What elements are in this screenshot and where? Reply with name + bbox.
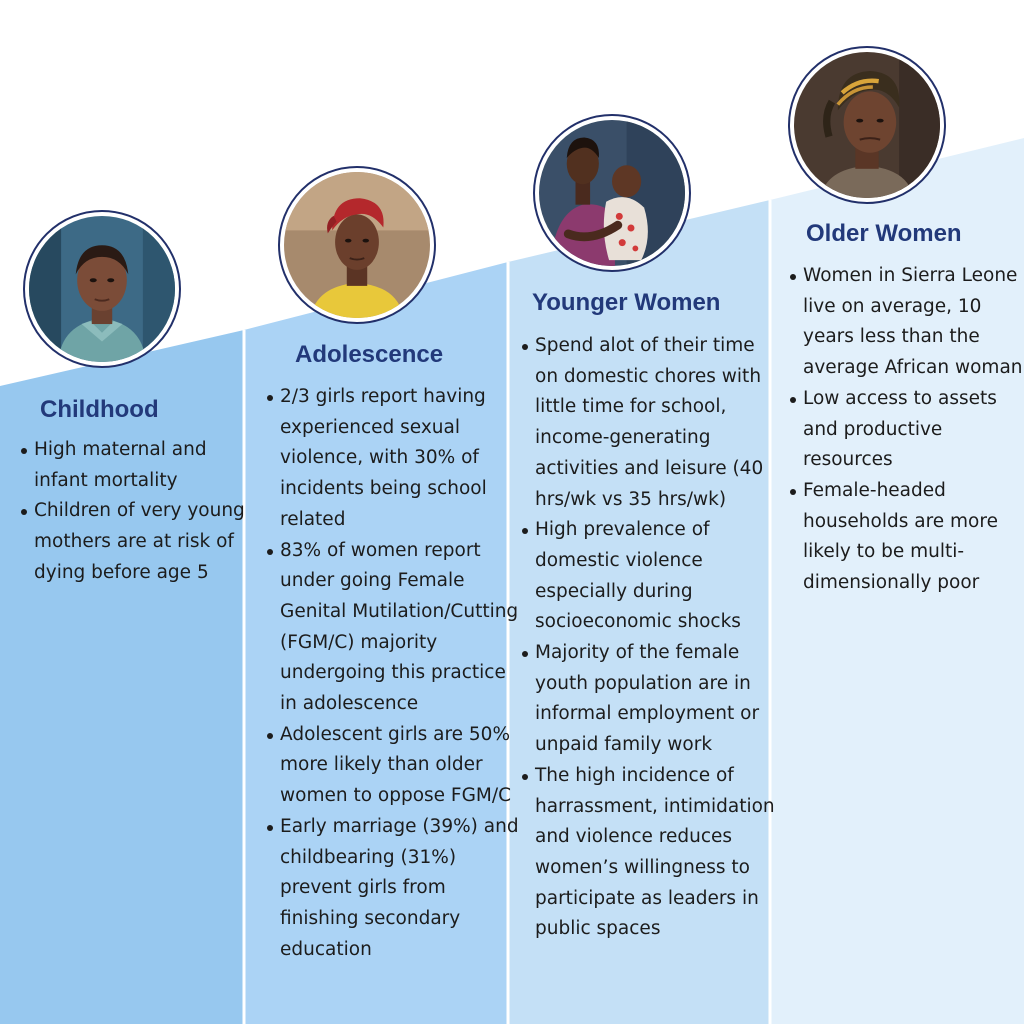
older-woman-portrait-icon [788, 46, 946, 204]
adolescence-title: Adolescence [295, 341, 444, 368]
childhood-bullet-list [17, 435, 252, 589]
adolescence-bullet-list [263, 382, 520, 965]
older-women-bullet-list [786, 261, 1024, 599]
girl-portrait-icon [23, 210, 181, 368]
list-item: Majority of the female youth population are in informal employment or unpaid family work [535, 638, 780, 761]
older-women-title: Older Women [806, 220, 962, 247]
list-item: Female-headed households are more likely to be multi-dimensionally poor [803, 476, 1024, 599]
list-item: Early marriage (39%) and childbearing (31%) prevent girls from finishing secondary education [280, 812, 520, 966]
list-item: 2/3 girls report having experienced sexual violence, with 30% of incidents being school related [280, 382, 520, 536]
list-item: Children of very young mothers are at risk of dying before age 5 [34, 496, 252, 588]
list-item: The high incidence of harrassment, intimidation and violence reduces women’s willingness to participate as leaders in public spaces [535, 761, 780, 945]
adolescent-portrait-icon [278, 166, 436, 324]
mother-and-baby-portrait-icon [533, 114, 691, 272]
list-item: Spend alot of their time on domestic chores with little time for school, income-generating activities and leisure (40 hrs/wk vs 35 hrs/wk) [535, 331, 780, 515]
list-item: Low access to assets and productive resources [803, 384, 1024, 476]
list-item: Adolescent girls are 50% more likely than older women to oppose FGM/C [280, 720, 520, 812]
list-item: 83% of women report under going Female Genital Mutilation/Cutting (FGM/C) majority undergoing this practice in adolescence [280, 536, 520, 720]
list-item: Women in Sierra Leone live on average, 10 years less than the average African woman [803, 261, 1024, 384]
younger-women-bullet-list [518, 331, 780, 945]
list-item: High prevalence of domestic violence especially during socioeconomic shocks [535, 515, 780, 638]
list-item: High maternal and infant mortality [34, 435, 252, 496]
childhood-title: Childhood [40, 396, 159, 423]
younger-women-title: Younger Women [532, 289, 721, 316]
